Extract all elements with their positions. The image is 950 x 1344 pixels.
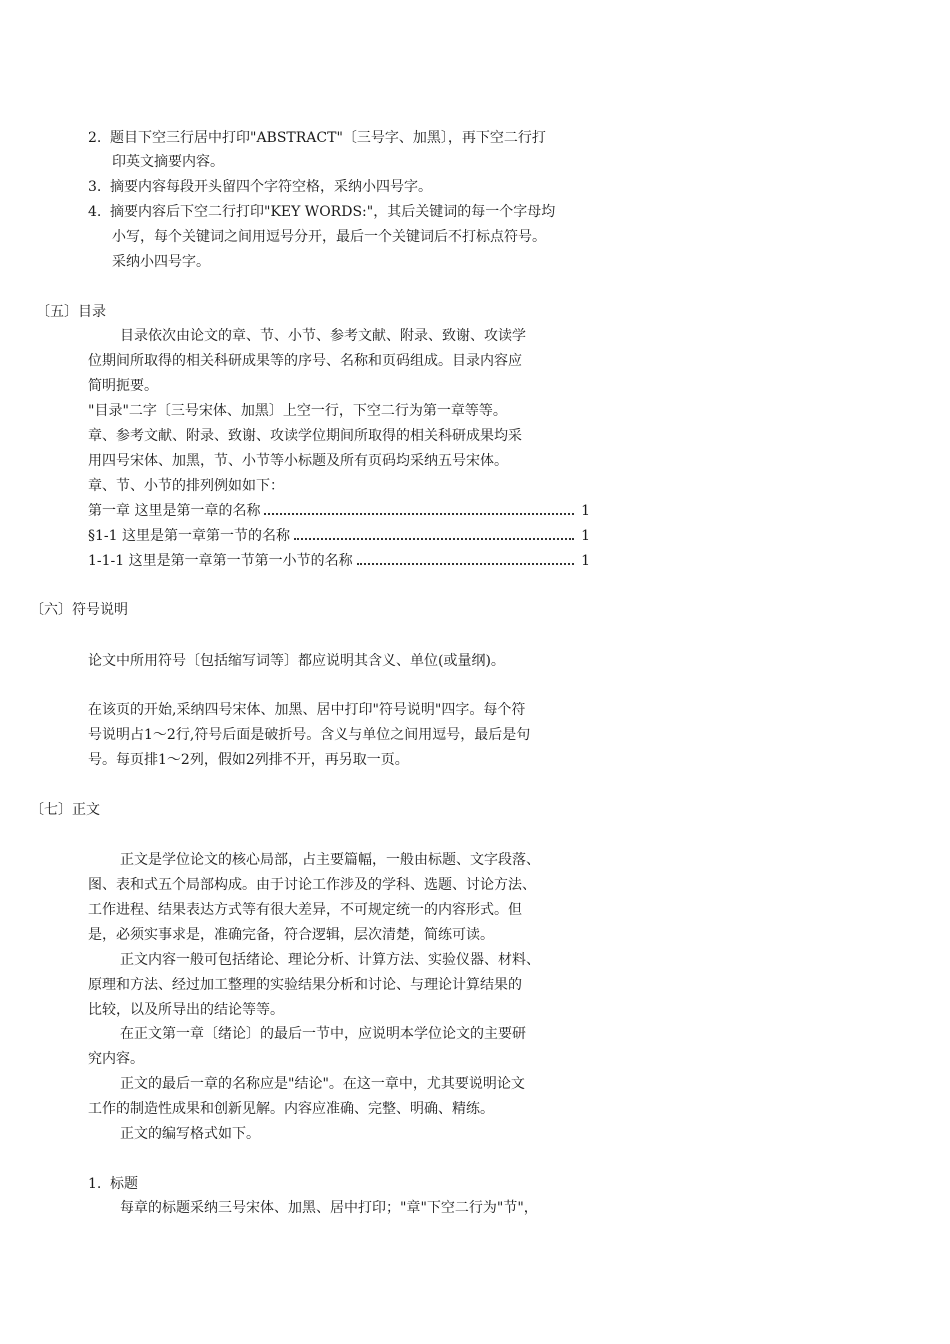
paragraph-line: 工作进程、结果表达方式等有很大差异，不可规定统一的内容形式。但 <box>88 902 522 918</box>
toc-label: 第一章 这里是第一章的名称 <box>88 503 261 519</box>
list-text-continuation: 小写，每个关键词之间用逗号分开，最后一个关键词后不打标点符号。 <box>112 229 546 245</box>
paragraph-line: 每章的标题采纳三号宋体、加黑、居中打印；"章"下空二行为"节"， <box>120 1200 538 1216</box>
list-text-continuation: 印英文摘要内容。 <box>112 154 224 170</box>
toc-leader-dots <box>357 563 574 565</box>
toc-leader-dots <box>264 513 574 515</box>
list-number: 4. <box>88 204 102 220</box>
paragraph-line: 工作的制造性成果和创新见解。内容应准确、完整、明确、精练。 <box>88 1101 494 1117</box>
paragraph-line: 在正文第一章〔绪论〕的最后一节中，应说明本学位论文的主要研 <box>120 1026 526 1042</box>
paragraph-line: 图、表和式五个局部构成。由于讨论工作涉及的学科、选题、讨论方法、 <box>88 877 536 893</box>
list-number: 3. <box>88 179 102 195</box>
subheading-title <box>88 1174 138 1194</box>
list-text: 摘要内容每段开头留四个字符空格，采纳小四号字。 <box>110 179 432 195</box>
paragraph-line: 比较，以及所导出的结论等等。 <box>88 1002 284 1018</box>
paragraph-line: 号。每页排1～2列，假如2列排不开，再另取一页。 <box>88 752 409 768</box>
list-text: 题目下空三行居中打印"ABSTRACT"〔三号字、加黑〕，再下空二行打 <box>110 130 546 146</box>
paragraph-line: 章、节、小节的排列例如如下： <box>88 478 284 494</box>
toc-page-number: 1 <box>581 553 590 569</box>
section-heading-symbols: 〔六〕符号说明 <box>30 602 128 618</box>
list-number: 2. <box>88 130 102 146</box>
list-text: 摘要内容后下空二行打印"KEY WORDS:"，其后关键词的每一个字母均 <box>110 204 556 220</box>
paragraph-line: 正文的最后一章的名称应是"结论"。在这一章中，尤其要说明论文 <box>120 1076 525 1092</box>
paragraph-line: 论文中所用符号〔包括缩写词等〕都应说明其含义、单位(或量纲)。 <box>88 653 505 669</box>
toc-entry-subsection <box>88 551 590 571</box>
paragraph-line: 究内容。 <box>88 1051 144 1067</box>
paragraph-line: 正文的编写格式如下。 <box>120 1126 260 1142</box>
paragraph-line: 用四号宋体、加黑，节、小节等小标题及所有页码均采纳五号宋体。 <box>88 453 508 469</box>
paragraph-line: 原理和方法、经过加工整理的实验结果分析和讨论、与理论计算结果的 <box>88 977 522 993</box>
paragraph-line: 在该页的开始,采纳四号宋体、加黑、居中打印"符号说明"四字。每个符 <box>88 702 526 718</box>
paragraph-line: 正文是学位论文的核心局部，占主要篇幅，一般由标题、文字段落、 <box>120 852 540 868</box>
section-heading-toc: 〔五〕目录 <box>36 304 106 320</box>
paragraph-line: 位期间所取得的相关科研成果等的序号、名称和页码组成。目录内容应 <box>88 353 522 369</box>
paragraph-line: 号说明占1～2行,符号后面是破折号。含义与单位之间用逗号，最后是句 <box>88 727 531 743</box>
toc-leader-dots <box>294 538 574 540</box>
toc-page-number: 1 <box>581 528 590 544</box>
subheading-number: 1. <box>88 1176 102 1192</box>
toc-entry-section <box>88 526 590 546</box>
list-item <box>88 177 432 197</box>
subheading-text: 标题 <box>110 1176 138 1192</box>
list-item <box>88 128 546 148</box>
paragraph-line: 目录依次由论文的章、节、小节、参考文献、附录、致谢、攻读学 <box>120 328 526 344</box>
list-text-continuation: 采纳小四号字。 <box>112 254 210 270</box>
toc-label: §1-1 这里是第一章第一节的名称 <box>88 528 290 544</box>
paragraph-line: 章、参考文献、附录、致谢、攻读学位期间所取得的相关科研成果均采 <box>88 428 522 444</box>
paragraph-line: 简明扼要。 <box>88 378 158 394</box>
list-item <box>88 202 555 222</box>
section-heading-main-text: 〔七〕正文 <box>30 802 100 818</box>
toc-label: 1-1-1 这里是第一章第一节第一小节的名称 <box>88 553 353 569</box>
paragraph-line: 是，必须实事求是，准确完备，符合逻辑，层次清楚，简练可读。 <box>88 927 494 943</box>
toc-page-number: 1 <box>581 503 590 519</box>
toc-entry-chapter <box>88 501 590 521</box>
paragraph-line: "目录"二字〔三号宋体、加黑〕上空一行，下空二行为第一章等等。 <box>88 403 507 419</box>
paragraph-line: 正文内容一般可包括绪论、理论分析、计算方法、实验仪器、材料、 <box>120 952 540 968</box>
